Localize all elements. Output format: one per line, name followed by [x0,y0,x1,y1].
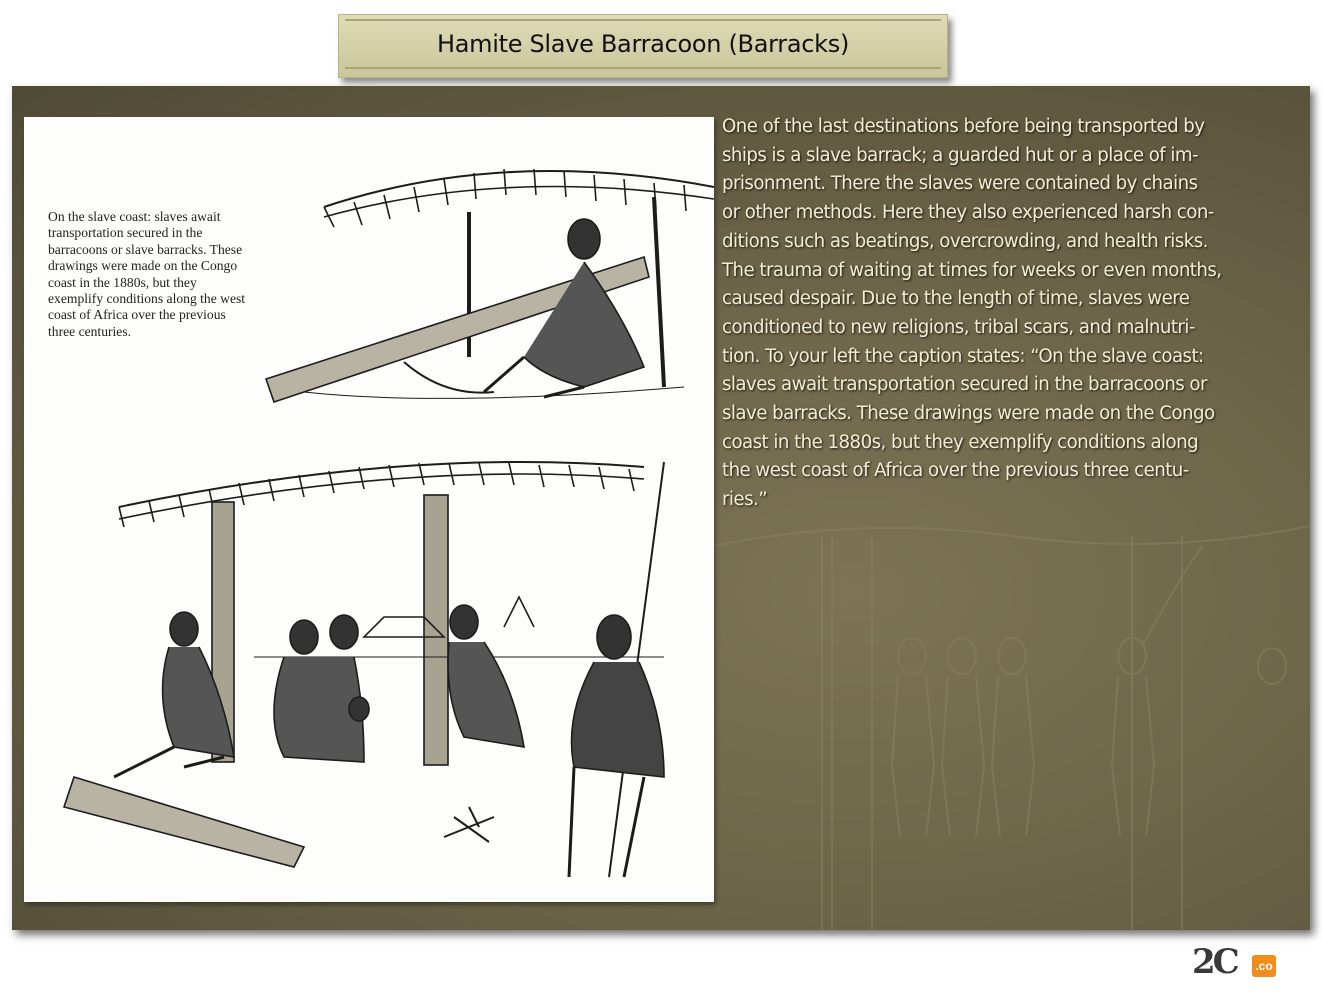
illustration-caption: On the slave coast: slaves await transportation secured in the barracoons or slave barracks. These drawings were made on the Congo coast in the 1880s, but they exemplify conditions along the west coast of Africa over the previous three centuries. [48,209,246,339]
title-banner [338,14,948,78]
background-engraving [712,506,1310,930]
description-text: One of the last destinations before being transported by ships is a slave barrack; a guarded hut or a place of im- prisonment. There the slaves were contained by chains or other methods. Here they also experienced harsh con- ditions such as beatings, overcrowding, and health risks. The trauma of waiting at times for weeks or even months, caused despair. Due to the length of time, slaves were conditioned to new religions, tribal scars, and malnutri- tion. To your left the caption states: “On the slave coast: slaves await transportation secured in the barracoons or slave barracks. These drawings were made on the Congo coast in the 1880s, but they exemplify conditions along the west coast of Africa over the previous three centu- ries.” [722,116,1222,511]
engraving-illustration [24,117,714,902]
title-frame [345,19,941,69]
logo-mark: 2C [1192,942,1237,982]
page-title: Hamite Slave Barracoon (Barracks) [436,30,850,58]
site-logo [1192,942,1284,982]
logo-badge: .co [1252,955,1276,977]
